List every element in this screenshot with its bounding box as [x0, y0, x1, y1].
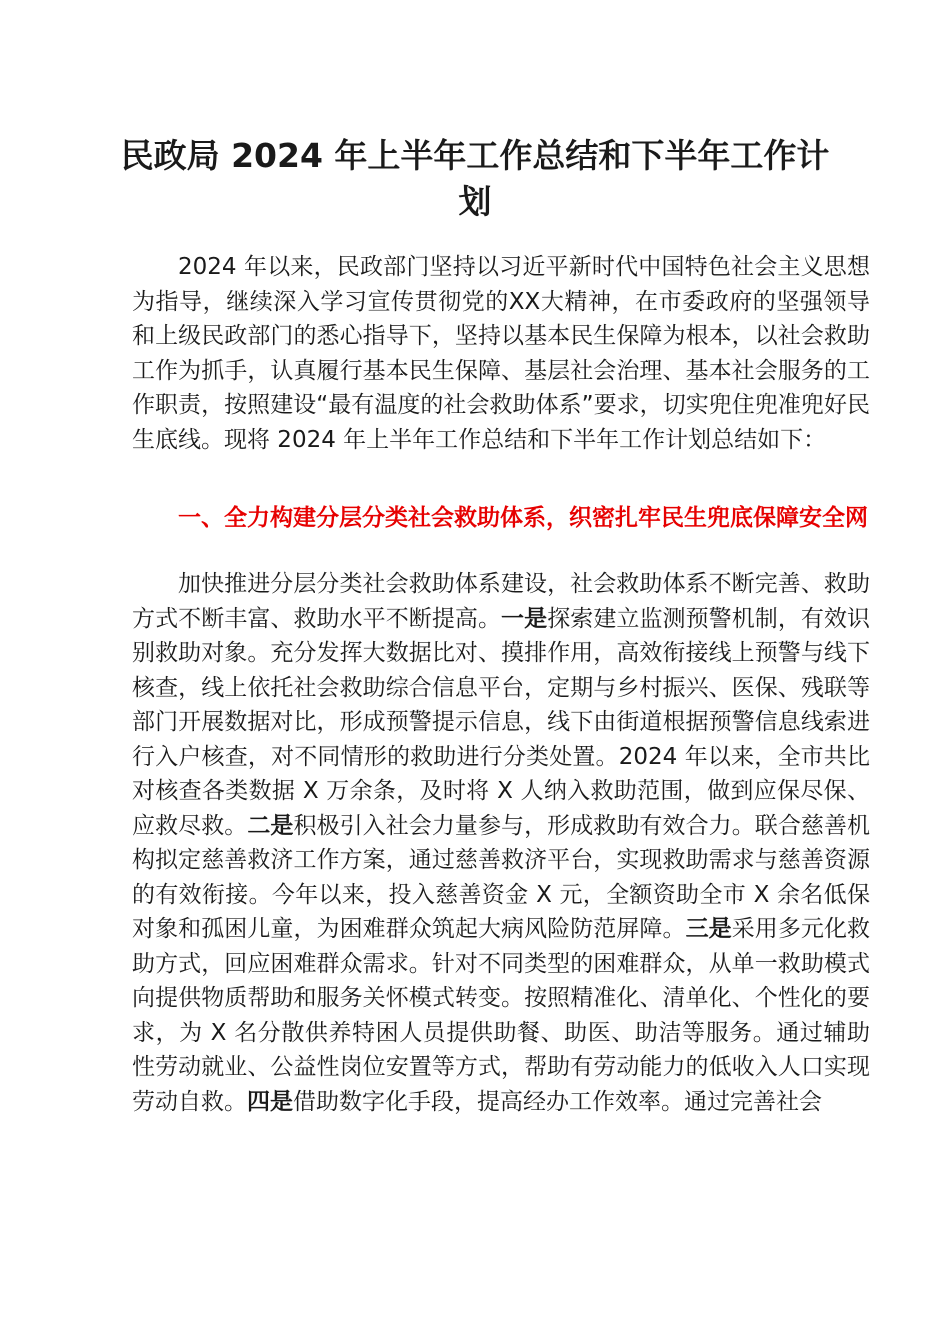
item-text-4: 借助数字化手段，提高经办工作效率。通过完善社会 [293, 1088, 822, 1115]
section-body-paragraph [132, 567, 870, 1119]
section-heading [132, 501, 870, 536]
section-lead-text: 加快推进分层分类社会救助体系建设，社会救助体系不断完善、救助方式不断丰富、救助水平不断提高。 [132, 571, 870, 632]
intro-text: 2024 年以来，民政部门坚持以习近平新时代中国特色社会主义思想为指导，继续深入学习宣传贯彻党的XX大精神，在市委政府的坚强领导和上级民政部门的悉心指导下，坚持以基本民生保障为根本，以社会救助工作为抓手，认真履行基本民生保障、基层社会治理、基本社会服务的工作职责，按照建设“最有温度的社会救助体系”要求，切实兜住兜准兜好民生底线。现将 2024 年上半年工作总结和下半年工作计划总结如下： [132, 254, 870, 453]
item-marker-4: 四是 [247, 1088, 293, 1115]
document-title: 民政局 2024 年上半年工作总结和下半年工作计划 [120, 136, 830, 221]
item-text-2: 积极引入社会力量参与，形成救助有效合力。联合慈善机构拟定慈善救济工作方案，通过慈善救济平台，实现救助需求与慈善资源的有效衔接。今年以来，投入慈善资金 X 元，全额资助全市 X 余名低保对象和孤困儿童，为困难群众筑起大病风险防范屏障。 [132, 812, 871, 942]
item-marker-3: 三是 [685, 916, 732, 942]
intro-paragraph [132, 250, 870, 457]
item-marker-2: 二是 [247, 812, 294, 839]
item-text-1: 探索建立监测预警机制，有效识别救助对象。充分发挥大数据比对、摸排作用，高效衔接线上预警与线下核查，线上依托社会救助综合信息平台，定期与乡村振兴、医保、残联等部门开展数据对比，形成预警提示信息，线下由街道根据预警信息线索进行入户核查，对不同情形的救助进行分类处置。2024 年以来，全市共比对核查各类数据 X 万余条，及时将 X 人纳入救助范围，做到应保尽保、应救尽救。 [132, 605, 871, 839]
item-marker-1: 一是 [501, 605, 548, 632]
item-text-3: 采用多元化救助方式，回应困难群众需求。针对不同类型的困难群众，从单一救助模式向提供物质帮助和服务关怀模式转变。按照精准化、清单化、个性化的要求，为 X 名分散供养特困人员提供助餐、助医、助洁等服务。通过辅助性劳动就业、公益性岗位安置等方式，帮助有劳动能力的低收入人口实现劳动自救。 [132, 916, 871, 1115]
section-heading-text: 一、全力构建分层分类社会救助体系，织密扎牢民生兜底保障安全网 [178, 505, 868, 531]
